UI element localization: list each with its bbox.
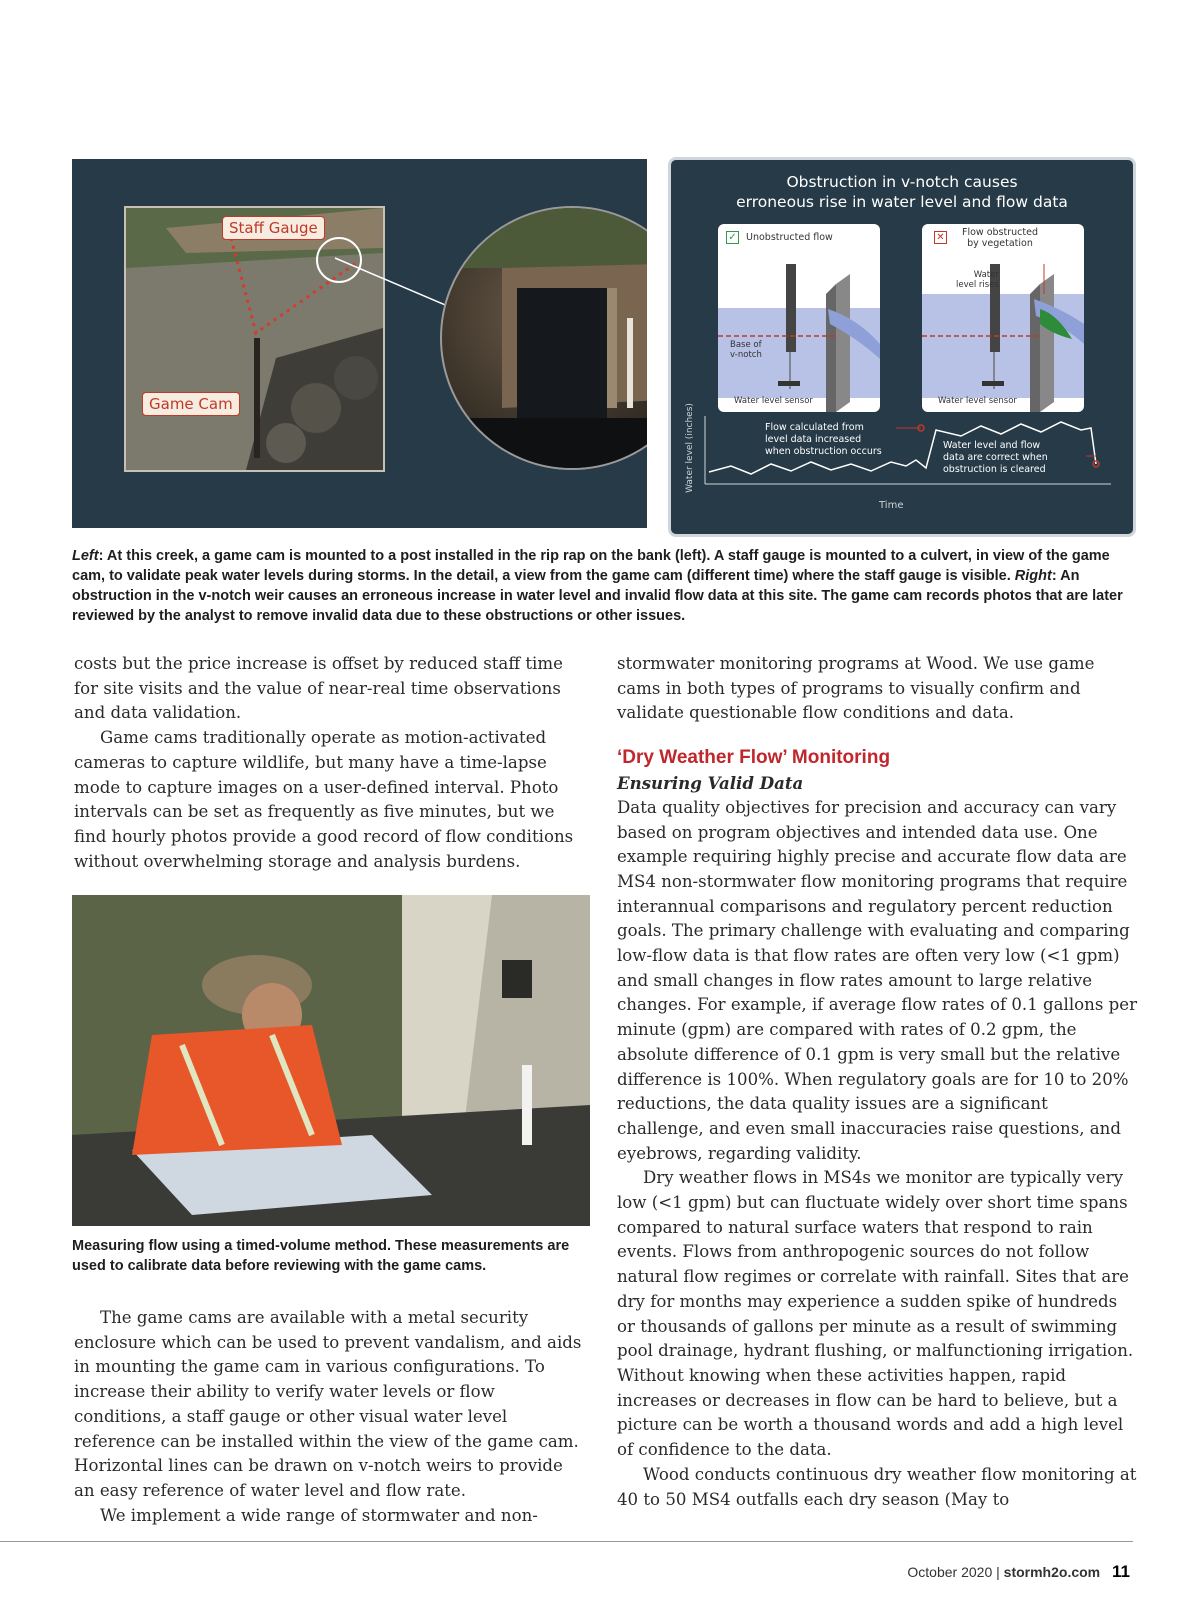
col1-paragraph-4: We implement a wide range of stormwater and non- <box>100 1505 538 1525</box>
water-level-rises-label: Water level rises <box>956 270 999 290</box>
col1-paragraph-2: Game cams traditionally operate as motion-activated cameras to capture wildlife, but many have a time-lapse mode to capture images on a user-defined interval. Photo intervals can be set as frequently as five minutes, but we find hourly photos provide a good record of flow conditions without overwhelming storage and analysis burdens. <box>74 728 574 871</box>
check-icon: ✓ <box>726 231 739 244</box>
sensor-label-2: Water level sensor <box>938 396 1017 406</box>
staff-gauge-label: Staff Gauge <box>222 216 325 240</box>
unobstructed-panel <box>718 224 880 412</box>
col1-paragraph-1: costs but the price increase is offset by reduced staff time for site visits and the value of near-real time observations and data validation. <box>74 654 563 723</box>
top-figure-caption: Left: At this creek, a game cam is mounted to a post installed in the rip rap on the bank (left). A staff gauge is mounted to a culvert, in view of the game cam, to validate peak water levels during storms. In the detail, a view from the game cam (different time) where the staff gauge is visible. Right: An obstruction in the v-notch weir causes an erroneous increase in water level and invalid flow data at this site. The game cam records photos that are later reviewed by the analyst to remove invalid data due to these obstructions or other issues. <box>72 548 1123 624</box>
column-2 <box>617 652 1137 1512</box>
footer-separator: | <box>996 1564 1000 1580</box>
page-number: 11 <box>1112 1562 1130 1581</box>
col2-paragraph-4: Wood conducts continuous dry weather flow monitoring at 40 to 50 MS4 outfalls each dry season (May to <box>617 1464 1137 1509</box>
data-correct-note: Water level and flow data are correct when obstruction is cleared <box>943 440 1048 475</box>
sensor-label-1: Water level sensor <box>734 396 813 406</box>
weir-drawing-1 <box>718 224 880 412</box>
obstructed-panel <box>922 224 1084 412</box>
column-1-bottom <box>74 1306 584 1528</box>
col1-paragraph-3: The game cams are available with a metal security enclosure which can be used to prevent vandalism, and aids in mounting the game cam in various configurations. To increase their ability to verify water levels or flow conditions, a staff gauge or other visual water level reference can be installed within the view of the game cam. Horizontal lines can be drawn on v-notch weirs to provide an easy reference of water level and flow rate. <box>74 1308 582 1500</box>
x-axis-label: Time <box>879 500 904 511</box>
creek-photo-figure <box>72 159 647 528</box>
field-worker-scene <box>72 895 590 1226</box>
obstructed-label: Flow obstructed by vegetation <box>962 227 1038 249</box>
diagram-title: Obstruction in v-notch causes erroneous rise in water level and flow data <box>736 173 1068 211</box>
section-heading: ‘Dry Weather Flow’ Monitoring <box>617 747 891 769</box>
col2-paragraph-1: stormwater monitoring programs at Wood. We use game cams in both types of programs to visually confirm and validate questionable flow conditions and data. <box>617 654 1095 723</box>
col2-paragraph-2: Data quality objectives for precision and accuracy can vary based on program objectives and intended data use. One example requiring highly precise and accurate flow data are MS4 non-stormwater flow monitoring programs that require interannual comparisons and regulatory percent reduction goals. The primary challenge with evaluating and comparing low-flow data is that flow rates are often very low (<1 gpm) and small changes in flow rates amount to large relative changes. For example, if average flow rates of 0.1 gallons per minute (gpm) are compared with rates of 0.2 gpm, the absolute difference of 0.1 gpm is very small but the relative difference is 100%. When regulatory goals are for 10 to 20% reductions, the data quality issues are a significant challenge, and even small inaccuracies raise questions, and eyebrows, regarding validity. <box>617 797 1138 1163</box>
v-notch-obstruction-diagram <box>668 157 1136 537</box>
column-1-top <box>74 652 584 874</box>
photo-caption: Measuring flow using a timed-volume method. These measurements are used to calibrate data before reviewing with the game cams. <box>72 1238 570 1274</box>
issue-date: October 2020 <box>907 1564 993 1580</box>
x-icon: ✕ <box>934 231 947 244</box>
footer-rule <box>0 1541 1133 1542</box>
flow-increase-note: Flow calculated from level data increased when obstruction occurs <box>765 422 882 457</box>
unobstructed-label: Unobstructed flow <box>746 232 833 243</box>
water-level-timeseries <box>691 416 1121 526</box>
y-axis-label: Water level (inches) <box>684 403 695 493</box>
section-subheading: Ensuring Valid Data <box>617 773 804 794</box>
col2-paragraph-3: Dry weather flows in MS4s we monitor are typically very low (<1 gpm) but can fluctuate widely over short time spans compared to natural surface waters that respond to rain events. Flows from anthropogenic sources do not follow natural flow regimes or correlate with rainfall. Sites that are dry for months may experience a sudden spike of hundreds or thousands of gallons per minute as a result of swimming pool drainage, hydrant flushing, or malfunctioning irrigation. Without knowing when these activities happen, rapid increases or decreases in flow can be hard to believe, but a picture can be worth a thousand words and add a high level of confidence to the data. <box>617 1168 1134 1460</box>
game-cam-label: Game Cam <box>142 392 240 416</box>
base-of-vnotch-label: Base of v-notch <box>730 340 762 360</box>
timed-volume-photo <box>72 895 590 1226</box>
weir-drawing-2 <box>922 224 1084 412</box>
site-name: stormh2o.com <box>1003 1564 1101 1580</box>
page-footer <box>907 1562 1130 1582</box>
